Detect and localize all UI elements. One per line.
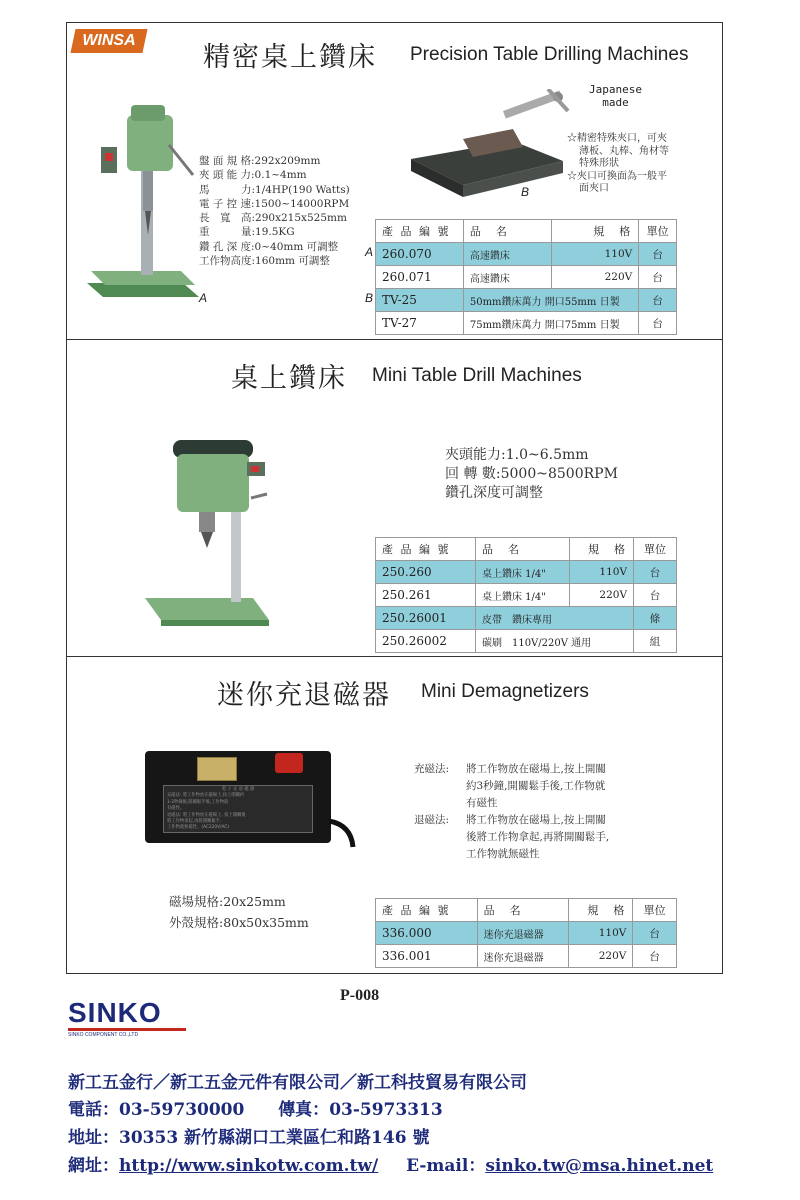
section-title-en: Mini Demagnetizers bbox=[421, 681, 589, 702]
made-in-line: Japanese bbox=[589, 83, 642, 96]
cell-name: 碳刷 110V/220V 通用 bbox=[475, 630, 633, 653]
row-mark-b: B bbox=[365, 291, 374, 305]
mag-method-label: 充磁法: bbox=[414, 763, 450, 775]
device-label-line: 1-2秒鐘後,開關鬆手後,工作物就 bbox=[167, 799, 229, 805]
company-names: 新工五金行／新工五金元件有限公司／新工科技貿易有限公司 bbox=[68, 1073, 527, 1093]
cell-spec: 110V bbox=[570, 561, 634, 584]
device-label-panel bbox=[163, 785, 313, 833]
cell-unit: 組 bbox=[634, 630, 677, 653]
demagnetizer-image bbox=[145, 751, 331, 843]
cell-spec: 110V bbox=[568, 922, 633, 945]
winsa-logo: WINSA bbox=[70, 29, 147, 53]
spec-line: 工作物高度:160mm 可調整 bbox=[199, 255, 330, 268]
spec-line: 重 量:19.5KG bbox=[199, 226, 295, 239]
section-precision-drilling bbox=[66, 22, 723, 340]
cell-code: 250.260 bbox=[376, 561, 476, 584]
device-label-line: 有磁性。 bbox=[167, 806, 185, 812]
cell-spec: 220V bbox=[552, 266, 639, 289]
made-in-label bbox=[589, 83, 642, 109]
product-table-demagnetizer bbox=[375, 898, 677, 968]
section-demagnetizer bbox=[66, 656, 723, 974]
mini-drill-press-image bbox=[143, 428, 283, 638]
col-unit: 單位 bbox=[634, 538, 677, 561]
power-switch-icon bbox=[275, 753, 303, 773]
table-row bbox=[376, 312, 677, 335]
spec-line: 磁場規格:20x25mm bbox=[169, 894, 286, 909]
cell-code: 250.261 bbox=[376, 584, 476, 607]
col-name: 品 名 bbox=[477, 899, 568, 922]
spec-line: 夾頭能力:1.0~6.5mm bbox=[445, 447, 589, 463]
cell-unit: 台 bbox=[633, 922, 677, 945]
power-cord-image bbox=[329, 809, 359, 849]
web-label: 網址： bbox=[68, 1156, 119, 1176]
device-label-line: 將工作物拿起,再將開關鬆手, bbox=[167, 819, 222, 825]
table-row bbox=[376, 266, 677, 289]
cell-code: 260.071 bbox=[376, 266, 464, 289]
product-table-drilling bbox=[375, 219, 677, 335]
note-line: ☆夾口可換面為一般平 bbox=[567, 170, 667, 182]
device-label-line: 充磁法: 將工作物放在磁場上,按上開關約 bbox=[167, 793, 245, 799]
magnet-plate bbox=[197, 757, 237, 781]
section-mini-drill bbox=[66, 339, 723, 657]
cell-name: 75mm鑽床萬力 開口75mm 日製 bbox=[463, 312, 638, 335]
section-title-en: Mini Table Drill Machines bbox=[372, 365, 582, 386]
cell-name: 迷你充退磁器 bbox=[477, 922, 568, 945]
mini-drill-specs bbox=[445, 446, 618, 503]
address-label: 地址： bbox=[68, 1128, 119, 1148]
sinko-logo-subtext: SINKO COMPONENT CO.,LTD bbox=[68, 1032, 139, 1038]
note-line: 薄板、丸棒、角材等 bbox=[579, 145, 669, 157]
fax-number: 03-5973313 bbox=[329, 1100, 443, 1120]
cell-name: 50mm鑽床萬力 開口55mm 日製 bbox=[463, 289, 638, 312]
drill-vise-image bbox=[403, 89, 573, 199]
cell-spec: 220V bbox=[568, 945, 633, 968]
fax-label: 傳真： bbox=[278, 1100, 330, 1120]
cell-code: TV-25 bbox=[376, 289, 464, 312]
col-unit: 單位 bbox=[639, 220, 677, 243]
cell-name: 桌上鑽床 1/4" bbox=[475, 584, 569, 607]
product-table-mini-drill bbox=[375, 537, 677, 653]
phone-number: 03-59730000 bbox=[119, 1100, 245, 1120]
website-link[interactable]: http://www.sinkotw.com.tw/ bbox=[119, 1156, 379, 1176]
address-text: 30353 新竹縣湖口工業區仁和路146 號 bbox=[119, 1128, 430, 1148]
company-address bbox=[68, 1123, 429, 1148]
table-row bbox=[376, 922, 677, 945]
web-email bbox=[68, 1151, 713, 1176]
col-name: 品 名 bbox=[475, 538, 569, 561]
cell-code: 250.26002 bbox=[376, 630, 476, 653]
demag-method bbox=[414, 812, 609, 863]
method-line: 將工作物放在磁場上,按上開關 bbox=[466, 814, 606, 826]
col-spec: 規 格 bbox=[568, 899, 633, 922]
demag-method-label: 退磁法: bbox=[414, 814, 450, 826]
col-code: 產 品 編 號 bbox=[376, 899, 478, 922]
cell-unit: 台 bbox=[634, 584, 677, 607]
made-in-line: made bbox=[602, 96, 629, 109]
sinko-logo-text: SINKO bbox=[68, 998, 186, 1031]
table-row bbox=[376, 584, 677, 607]
section-title-zh: 桌上鑽床 bbox=[231, 363, 347, 394]
section-title-en: Precision Table Drilling Machines bbox=[410, 44, 689, 65]
spec-line: 盤 面 規 格:292x209mm bbox=[199, 155, 321, 167]
cell-code: 336.000 bbox=[376, 922, 478, 945]
section-title-zh: 迷你充退磁器 bbox=[217, 680, 391, 711]
col-name: 品 名 bbox=[463, 220, 552, 243]
cell-name: 高速鑽床 bbox=[463, 243, 552, 266]
cell-name: 高速鑽床 bbox=[463, 266, 552, 289]
contact-phone-fax bbox=[68, 1095, 443, 1120]
spec-line: 鑽孔深度可調整 bbox=[445, 485, 543, 501]
drilling-spec-list bbox=[199, 154, 350, 268]
table-row bbox=[376, 630, 677, 653]
phone-label: 電話： bbox=[68, 1100, 119, 1120]
row-mark-a: A bbox=[365, 245, 374, 259]
table-header-row bbox=[376, 538, 677, 561]
note-line: 特殊形狀 bbox=[579, 158, 619, 169]
cell-unit: 台 bbox=[634, 561, 677, 584]
section-title-zh: 精密桌上鑽床 bbox=[203, 42, 377, 73]
cell-code: 250.26001 bbox=[376, 607, 476, 630]
device-label-line: 工作物就無磁性。(AC220V/AC) bbox=[167, 825, 230, 831]
cell-unit: 台 bbox=[639, 243, 677, 266]
note-line: ☆精密特殊夾口，可夾 bbox=[567, 133, 667, 144]
mag-method-text bbox=[466, 761, 606, 812]
col-spec: 規 格 bbox=[552, 220, 639, 243]
cell-unit: 台 bbox=[633, 945, 677, 968]
spec-line: 回 轉 數:5000~8500RPM bbox=[445, 466, 618, 482]
cell-code: 336.001 bbox=[376, 945, 478, 968]
spec-line: 夾 頭 能 力:0.1~4mm bbox=[199, 169, 307, 182]
cell-spec: 110V bbox=[552, 243, 639, 266]
demag-method-text bbox=[466, 812, 609, 863]
page-number: P-008 bbox=[340, 987, 380, 1004]
method-line: 有磁性 bbox=[466, 797, 498, 809]
col-spec: 規 格 bbox=[570, 538, 634, 561]
cell-unit: 台 bbox=[639, 289, 677, 312]
label-b: B bbox=[521, 185, 530, 199]
precision-drill-press-image bbox=[83, 105, 203, 305]
cell-code: 260.070 bbox=[376, 243, 464, 266]
spec-line: 鑽 孔 深 度:0~40mm 可調整 bbox=[199, 240, 339, 253]
cell-name: 皮帶 鑽床專用 bbox=[475, 607, 633, 630]
cell-code: TV-27 bbox=[376, 312, 464, 335]
table-row bbox=[376, 607, 677, 630]
method-line: 工作物就無磁性 bbox=[466, 848, 540, 860]
mag-method bbox=[414, 761, 609, 812]
demag-methods bbox=[414, 761, 609, 863]
table-row bbox=[376, 561, 677, 584]
table-header-row bbox=[376, 220, 677, 243]
email-label: E-mail： bbox=[406, 1156, 486, 1176]
col-code: 產 品 編 號 bbox=[376, 220, 464, 243]
method-line: 將工作物放在磁場上,按上開關 bbox=[466, 763, 606, 775]
spec-line: 電 子 控 速:1500~14000RPM bbox=[199, 197, 350, 210]
email-link[interactable]: sinko.tw@msa.hinet.net bbox=[485, 1156, 714, 1176]
spec-line: 外殼規格:80x50x35mm bbox=[169, 915, 309, 930]
device-label-line: 電 子 充 退 磁 器 bbox=[221, 787, 255, 792]
label-a: A bbox=[199, 291, 208, 305]
table-row bbox=[376, 289, 677, 312]
method-line: 後將工作物拿起,再將開關鬆手, bbox=[466, 831, 610, 843]
sinko-logo bbox=[68, 998, 186, 1038]
cell-unit: 台 bbox=[639, 312, 677, 335]
cell-name: 迷你充退磁器 bbox=[477, 945, 568, 968]
vise-notes bbox=[567, 133, 669, 196]
table-row bbox=[376, 945, 677, 968]
device-label-line: 退磁法: 將工作物放在磁場上, 按上開關後 bbox=[167, 812, 246, 818]
spec-line: 馬 力:1/4HP(190 Watts) bbox=[199, 183, 350, 196]
cell-unit: 條 bbox=[634, 607, 677, 630]
cell-spec: 220V bbox=[570, 584, 634, 607]
method-line: 約3秒鐘,開關鬆手後,工作物就 bbox=[466, 780, 606, 792]
col-code: 產 品 編 號 bbox=[376, 538, 476, 561]
cell-unit: 台 bbox=[639, 266, 677, 289]
spec-line: 長 寬 高:290x215x525mm bbox=[199, 212, 347, 225]
table-header-row bbox=[376, 899, 677, 922]
demag-specs bbox=[169, 891, 309, 933]
note-line: 面夾口 bbox=[579, 183, 609, 194]
col-unit: 單位 bbox=[633, 899, 677, 922]
table-row bbox=[376, 243, 677, 266]
cell-name: 桌上鑽床 1/4" bbox=[475, 561, 569, 584]
